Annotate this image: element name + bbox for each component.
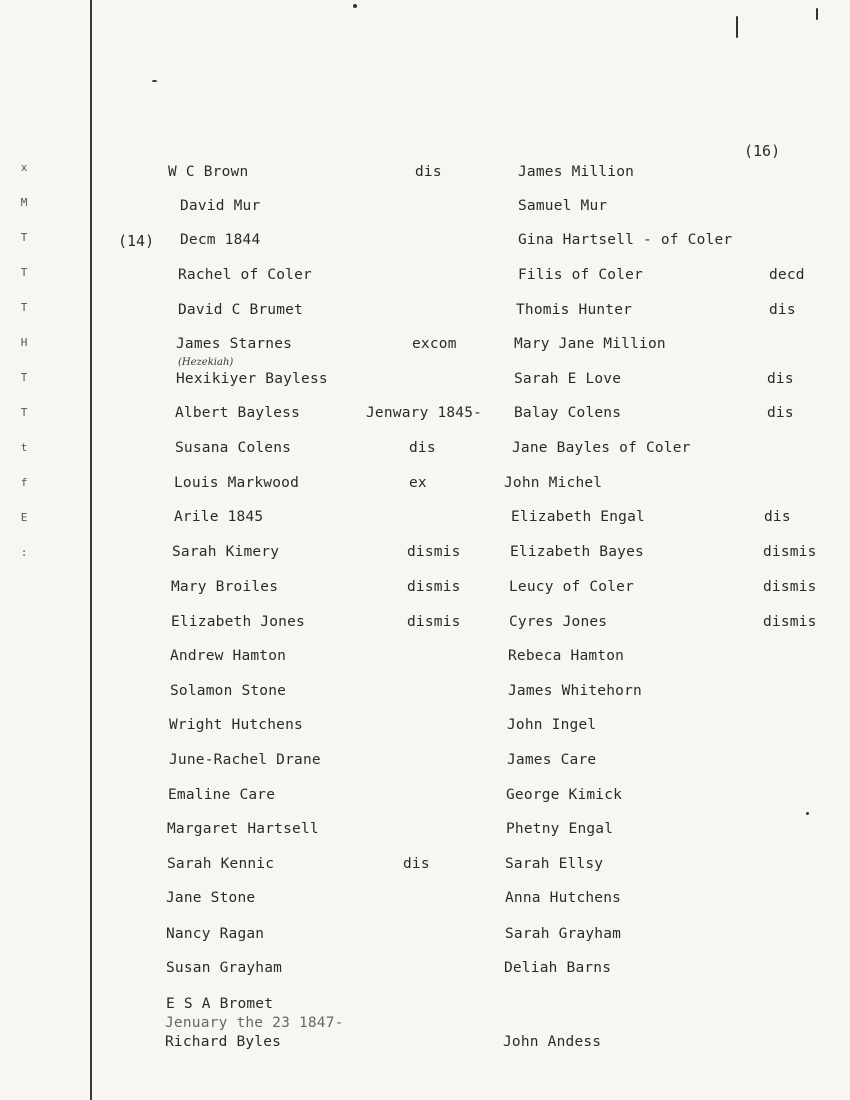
status-right: dismis: [763, 579, 817, 595]
footer-row: [0, 1034, 850, 1058]
status-right: dismis: [763, 614, 817, 630]
table-row: [0, 787, 850, 811]
footer-date: Jenuary the 23 1847-: [165, 1015, 344, 1031]
edge-mark: E: [20, 511, 28, 524]
name-left: Susana Colens: [175, 440, 292, 456]
table-row: [0, 302, 850, 326]
status-right: dis: [767, 371, 794, 387]
name-left: Mary Broiles: [171, 579, 279, 595]
name-left: Sarah Kimery: [172, 544, 280, 560]
name-right: Cyres Jones: [509, 614, 608, 630]
table-row: [0, 475, 850, 499]
name-left: Sarah Kennic: [167, 856, 275, 872]
table-row: [0, 371, 850, 395]
status-note: dismis: [407, 614, 461, 630]
name-right: Gina Hartsell - of Coler: [518, 232, 733, 248]
name-right: Samuel Mur: [518, 198, 608, 214]
name-right: George Kimick: [506, 787, 623, 803]
table-row: [0, 890, 850, 914]
name-left: Elizabeth Jones: [171, 614, 305, 630]
name-right: Elizabeth Engal: [511, 509, 645, 525]
name-right: Jane Bayles of Coler: [512, 440, 691, 456]
margin-marker: (14): [118, 232, 155, 250]
status-right: decd: [769, 267, 805, 283]
table-row: [0, 648, 850, 672]
name-left: David C Brumet: [178, 302, 304, 318]
name-left: Margaret Hartsell: [167, 821, 319, 837]
name-right: Sarah Grayham: [505, 926, 622, 942]
edge-mark: t: [20, 441, 28, 454]
edge-mark: f: [20, 476, 28, 489]
date-heading: Decm 1844: [180, 232, 261, 248]
footer-name: Richard Byles: [165, 1034, 282, 1050]
name-right: James Whitehorn: [508, 683, 642, 699]
table-row: [0, 544, 850, 568]
status-note: dis: [409, 440, 436, 456]
status-right: dismis: [763, 544, 817, 560]
name-right: John Michel: [504, 475, 603, 491]
table-row: [0, 405, 850, 429]
name-left: Susan Grayham: [166, 960, 283, 976]
table-row: [0, 614, 850, 638]
name-right: John Ingel: [507, 717, 597, 733]
name-left: Hexikiyer Bayless: [176, 371, 328, 387]
name-right: Sarah E Love: [514, 371, 622, 387]
name-right: Leucy of Coler: [509, 579, 635, 595]
name-right: James Million: [518, 164, 635, 180]
page-number: (16): [744, 142, 781, 160]
table-row: [0, 267, 850, 291]
name-right: Balay Colens: [514, 405, 622, 421]
name-right: Deliah Barns: [504, 960, 612, 976]
status-note: dismis: [407, 579, 461, 595]
name-right: James Care: [507, 752, 597, 768]
name-left: David Mur: [180, 198, 261, 214]
edge-mark: T: [20, 266, 28, 279]
status-right: dis: [767, 405, 794, 421]
table-row: [0, 509, 850, 533]
name-left: Nancy Ragan: [166, 926, 265, 942]
name-left: Louis Markwood: [174, 475, 300, 491]
status-note: dismis: [407, 544, 461, 560]
name-right: Sarah Ellsy: [505, 856, 604, 872]
ink-speck: [152, 80, 157, 82]
name-left: Wright Hutchens: [169, 717, 303, 733]
table-row: [0, 232, 850, 256]
date-heading: Arile 1845: [174, 509, 264, 525]
name-left: W C Brown: [168, 164, 249, 180]
handwritten-note: (Hezekiah): [178, 357, 234, 368]
ink-speck: [736, 16, 738, 38]
table-row: [0, 579, 850, 603]
status-right: dis: [764, 509, 791, 525]
ink-speck: [816, 8, 818, 20]
name-right: Anna Hutchens: [505, 890, 622, 906]
name-right: Rebeca Hamton: [508, 648, 625, 664]
status-note: dis: [415, 164, 442, 180]
name-left: Rachel of Coler: [178, 267, 312, 283]
name-left: Emaline Care: [168, 787, 276, 803]
name-left: James Starnes: [176, 336, 293, 352]
status-note: dis: [403, 856, 430, 872]
ink-speck: [806, 812, 809, 815]
status-note: excom: [412, 336, 457, 352]
ink-speck: [353, 4, 357, 8]
name-left: Solamon Stone: [170, 683, 287, 699]
table-row: [0, 440, 850, 464]
table-row: [0, 198, 850, 222]
edge-mark: T: [20, 231, 28, 244]
footer-name: John Andess: [503, 1034, 602, 1050]
name-right: Mary Jane Million: [514, 336, 666, 352]
name-right: Phetny Engal: [506, 821, 614, 837]
status-note: Jenwary 1845-: [366, 405, 483, 421]
table-row: [0, 926, 850, 950]
table-row: [0, 717, 850, 741]
table-row: [0, 821, 850, 845]
name-right: Thomis Hunter: [516, 302, 633, 318]
edge-mark: H: [20, 336, 28, 349]
edge-mark: M: [20, 196, 28, 209]
name-left: Albert Bayless: [175, 405, 301, 421]
table-row: [0, 960, 850, 984]
table-row: [0, 336, 850, 360]
table-row: [0, 856, 850, 880]
table-row: [0, 164, 850, 188]
name-left: Andrew Hamton: [170, 648, 287, 664]
edge-mark: :: [20, 546, 28, 559]
edge-mark: T: [20, 406, 28, 419]
edge-mark: T: [20, 371, 28, 384]
status-right: dis: [769, 302, 796, 318]
name-right: Elizabeth Bayes: [510, 544, 644, 560]
edge-mark: x: [20, 161, 28, 174]
name-right: Filis of Coler: [518, 267, 644, 283]
edge-mark: T: [20, 301, 28, 314]
footer-name: E S A Bromet: [166, 996, 274, 1012]
name-left: June-Rachel Drane: [169, 752, 321, 768]
name-left: Jane Stone: [166, 890, 256, 906]
table-row: [0, 683, 850, 707]
table-row: [0, 752, 850, 776]
status-note: ex: [409, 475, 427, 491]
